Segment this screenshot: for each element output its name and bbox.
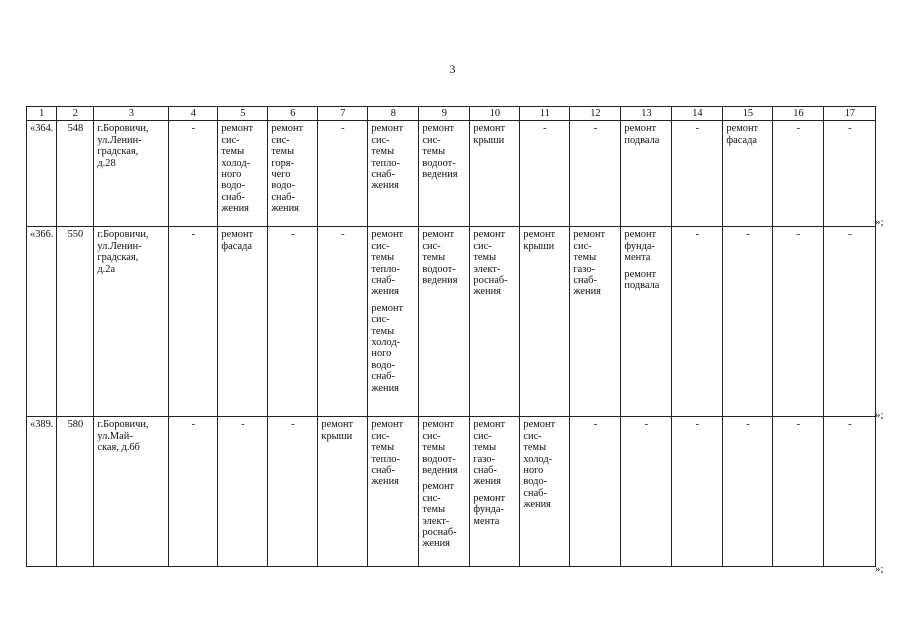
table-row xyxy=(27,417,876,567)
row-number-cell-text: «364. xyxy=(30,123,54,135)
work-type-cell xyxy=(672,227,723,417)
row-end-marker: »; xyxy=(875,409,884,421)
empty-dash: - xyxy=(593,419,598,431)
row-number-cell xyxy=(27,121,57,227)
empty-dash: - xyxy=(695,419,700,431)
column-header: 8 xyxy=(368,107,419,121)
object-id-cell-text: 550 xyxy=(67,229,84,241)
work-type-cell xyxy=(218,227,268,417)
work-type-cell xyxy=(672,417,723,567)
work-type-cell xyxy=(723,417,773,567)
column-header: 16 xyxy=(773,107,824,121)
empty-dash: - xyxy=(848,123,852,135)
column-header: 5 xyxy=(218,107,268,121)
work-type-cell xyxy=(419,227,470,417)
work-type-cell xyxy=(621,227,672,417)
repair-schedule-table xyxy=(26,106,876,567)
address-cell-text: г.Боровичи, ул.Ленин- градская, д.28 xyxy=(97,123,149,169)
empty-dash: - xyxy=(341,123,345,135)
address-cell xyxy=(94,417,169,567)
column-header: 3 xyxy=(94,107,169,121)
work-type-cell xyxy=(520,121,570,227)
work-type-cell xyxy=(773,121,824,227)
address-cell-text: г.Боровичи, ул.Ленин- градская, д.2а xyxy=(97,229,149,275)
work-type-cell xyxy=(470,227,520,417)
work-item: ремонт крыши xyxy=(321,419,354,442)
column-header: 11 xyxy=(520,107,570,121)
work-type-cell xyxy=(773,227,824,417)
work-item: ремонт сис- темы газо- снаб- жения xyxy=(473,419,506,488)
work-item: ремонт сис- темы холод- ного водо- снаб- жения xyxy=(371,302,404,394)
table-row xyxy=(27,227,876,417)
work-type-cell xyxy=(368,121,419,227)
work-type-cell xyxy=(621,417,672,567)
work-type-cell xyxy=(621,121,672,227)
empty-dash: - xyxy=(341,229,345,241)
work-type-cell xyxy=(570,417,621,567)
empty-dash: - xyxy=(695,123,700,135)
work-type-cell xyxy=(570,227,621,417)
column-header: 4 xyxy=(169,107,218,121)
empty-dash: - xyxy=(191,123,196,135)
work-item: ремонт крыши xyxy=(473,123,506,146)
object-id-cell-text: 548 xyxy=(67,123,84,135)
work-type-cell xyxy=(169,227,218,417)
row-number-cell-text: «366. xyxy=(30,229,54,241)
work-type-cell xyxy=(218,121,268,227)
column-header: 13 xyxy=(621,107,672,121)
work-type-cell xyxy=(419,121,470,227)
work-type-cell xyxy=(169,121,218,227)
work-type-cell xyxy=(268,417,318,567)
empty-dash: - xyxy=(746,229,750,241)
empty-dash: - xyxy=(291,419,295,431)
work-item: ремонт крыши xyxy=(523,229,556,252)
work-type-cell xyxy=(169,417,218,567)
work-type-cell xyxy=(520,417,570,567)
work-type-cell xyxy=(824,121,876,227)
work-type-cell xyxy=(773,417,824,567)
column-header: 2 xyxy=(57,107,94,121)
column-header: 1 xyxy=(27,107,57,121)
work-type-cell xyxy=(268,227,318,417)
column-header: 12 xyxy=(570,107,621,121)
address-cell-text: г.Боровичи, ул.Май- ская, д.6б xyxy=(97,419,149,454)
work-item: ремонт сис- темы тепло- снаб- жения xyxy=(371,123,404,192)
work-type-cell xyxy=(368,227,419,417)
work-item: ремонт сис- темы холод- ного водо- снаб- жения xyxy=(523,419,556,511)
work-type-cell xyxy=(824,227,876,417)
work-type-cell xyxy=(723,227,773,417)
work-item: ремонт подвала xyxy=(624,268,660,292)
column-header: 10 xyxy=(470,107,520,121)
work-type-cell xyxy=(268,121,318,227)
work-type-cell xyxy=(570,121,621,227)
work-item: ремонт сис- темы тепло- снаб- жения xyxy=(371,229,404,298)
empty-dash: - xyxy=(796,123,801,135)
address-cell xyxy=(94,121,169,227)
header-row xyxy=(27,107,876,121)
table-row xyxy=(27,121,876,227)
work-type-cell xyxy=(470,417,520,567)
empty-dash: - xyxy=(593,123,598,135)
row-number-cell xyxy=(27,417,57,567)
empty-dash: - xyxy=(241,419,245,431)
work-item: ремонт фасада xyxy=(221,229,254,252)
work-item: ремонт фунда- мента xyxy=(473,492,506,527)
address-cell xyxy=(94,227,169,417)
row-end-marker: »; xyxy=(875,563,884,575)
row-number-cell xyxy=(27,227,57,417)
empty-dash: - xyxy=(543,123,547,135)
column-header: 15 xyxy=(723,107,773,121)
work-item: ремонт фасада xyxy=(726,123,759,146)
work-item: ремонт подвала xyxy=(624,123,660,146)
work-item: ремонт сис- темы водоот- ведения xyxy=(422,123,458,181)
column-header: 17 xyxy=(824,107,876,121)
object-id-cell xyxy=(57,227,94,417)
empty-dash: - xyxy=(848,419,852,431)
column-header: 14 xyxy=(672,107,723,121)
work-type-cell xyxy=(318,121,368,227)
column-header: 9 xyxy=(419,107,470,121)
work-type-cell xyxy=(520,227,570,417)
work-type-cell xyxy=(470,121,520,227)
work-type-cell xyxy=(824,417,876,567)
work-type-cell xyxy=(318,227,368,417)
work-item: ремонт сис- темы тепло- снаб- жения xyxy=(371,419,404,488)
row-number-cell-text: «389. xyxy=(30,419,54,431)
work-type-cell xyxy=(218,417,268,567)
work-type-cell xyxy=(672,121,723,227)
empty-dash: - xyxy=(848,229,852,241)
work-item: ремонт сис- темы газо- снаб- жения xyxy=(573,229,606,298)
empty-dash: - xyxy=(191,419,196,431)
object-id-cell xyxy=(57,121,94,227)
work-item: ремонт сис- темы элект- роснаб- жения xyxy=(422,481,457,550)
empty-dash: - xyxy=(746,419,750,431)
work-type-cell xyxy=(318,417,368,567)
work-item: ремонт сис- темы водоот- ведения xyxy=(422,419,458,477)
work-item: ремонт сис- темы элект- роснаб- жения xyxy=(473,229,508,298)
work-item: ремонт сис- темы холод- ного водо- снаб- жения xyxy=(221,123,254,215)
object-id-cell xyxy=(57,417,94,567)
work-type-cell xyxy=(368,417,419,567)
work-type-cell xyxy=(419,417,470,567)
work-item: ремонт сис- темы горя- чего водо- снаб- жения xyxy=(271,123,304,215)
empty-dash: - xyxy=(291,229,295,241)
empty-dash: - xyxy=(695,229,700,241)
object-id-cell-text: 580 xyxy=(67,419,84,431)
empty-dash: - xyxy=(796,419,801,431)
row-end-marker: »; xyxy=(875,216,884,228)
empty-dash: - xyxy=(796,229,801,241)
work-item: ремонт фунда- мента xyxy=(624,229,657,264)
work-type-cell xyxy=(723,121,773,227)
empty-dash: - xyxy=(644,419,649,431)
column-header: 6 xyxy=(268,107,318,121)
empty-dash: - xyxy=(191,229,196,241)
work-item: ремонт сис- темы водоот- ведения xyxy=(422,229,458,287)
page-number: 3 xyxy=(449,62,456,76)
column-header: 7 xyxy=(318,107,368,121)
